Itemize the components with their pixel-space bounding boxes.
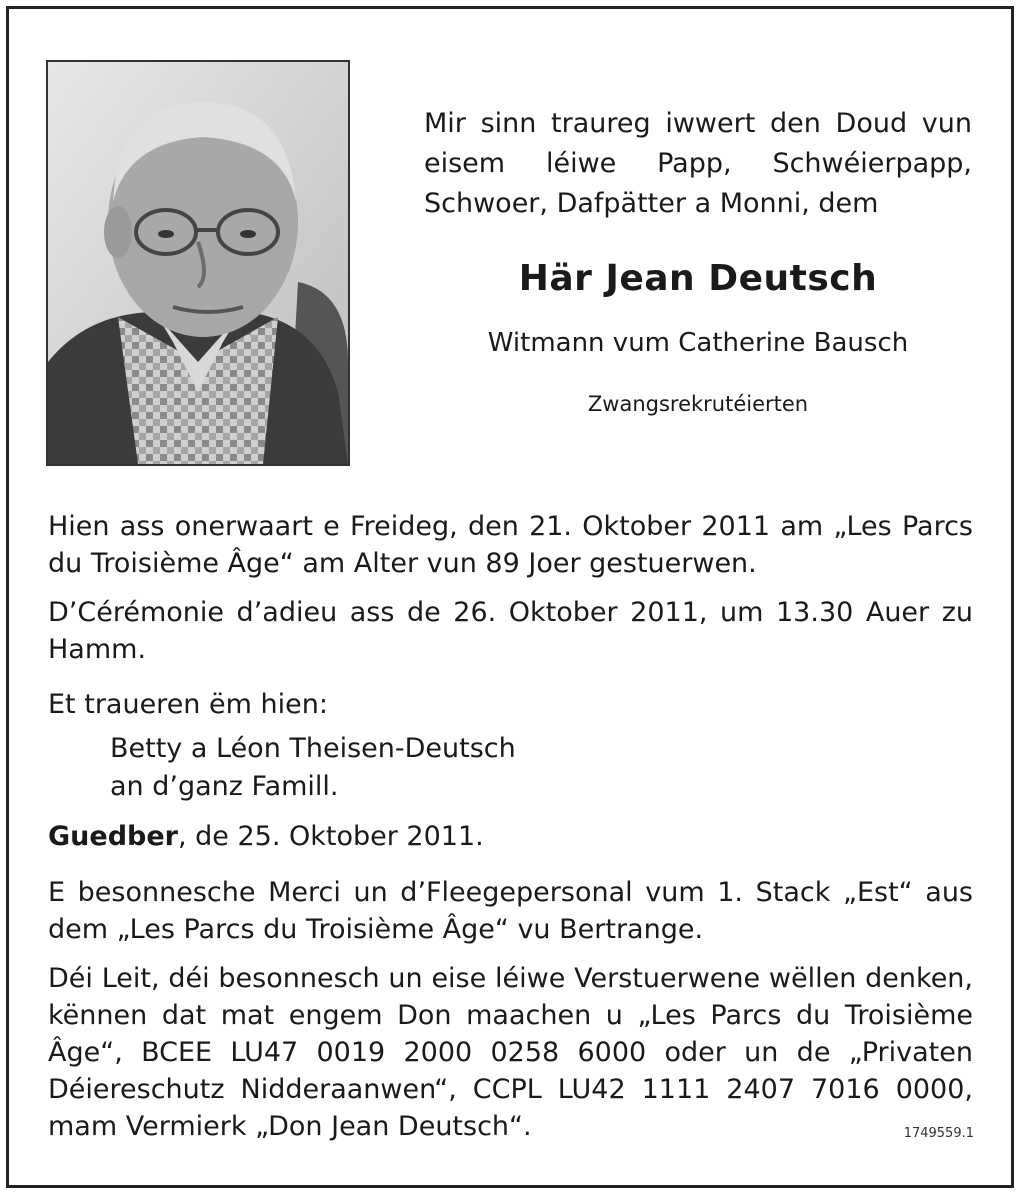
thanks-text: E besonnesche Merci un d’Fleegepersonal vum 1. Stack „Est“ aus dem „Les Parcs du Troisième Âge“ vu Bertrange. xyxy=(48,877,973,945)
place-date xyxy=(48,818,973,855)
deceased-name: Här Jean Deutsch xyxy=(518,258,878,299)
notice-date: , de 25. Oktober 2011. xyxy=(177,821,484,852)
portrait-icon xyxy=(48,62,348,464)
mourner-line: Betty a Léon Theisen-Deutsch xyxy=(110,733,516,764)
ceremony-notice: D’Cérémonie d’adieu ass de 26. Oktober 2011, um 13.30 Auer zu Hamm. xyxy=(48,597,973,665)
spouse-line: Witmann vum Catherine Bausch xyxy=(487,328,909,358)
intro-text: Mir sinn traureg iwwert den Doud vun eisem léiwe Papp, Schwéierpapp, Schwoer, Dafpätter a Monni, dem xyxy=(424,108,972,219)
mourner-line: an d’ganz Famill. xyxy=(110,771,339,802)
donation-text: Déi Leit, déi besonnesch un eise léiwe Verstuerwene wëllen denken, kënnen dat mat engem Don maachen u „Les Parcs du Troisième Âge“, BCEE LU47 0019 2000 0258 6000 oder un de „Privaten Déiereschutz Nidderaanwen“, CCPL LU42 1111 2407 7016 0000, mam Vermierk „Don Jean Deutsch“. xyxy=(48,963,973,1142)
reference-number: 1749559.1 xyxy=(903,1126,974,1141)
status-line: Zwangsrekrutéierten xyxy=(587,392,809,416)
place-name: Guedber xyxy=(48,821,178,852)
death-notice: Hien ass onerwaart e Freideg, den 21. Oktober 2011 am „Les Parcs du Troisième Âge“ am Alter vun 89 Joer gestuerwen. xyxy=(48,511,973,579)
mourners-intro: Et traueren ëm hien: xyxy=(48,689,328,720)
portrait-photo xyxy=(46,60,350,466)
